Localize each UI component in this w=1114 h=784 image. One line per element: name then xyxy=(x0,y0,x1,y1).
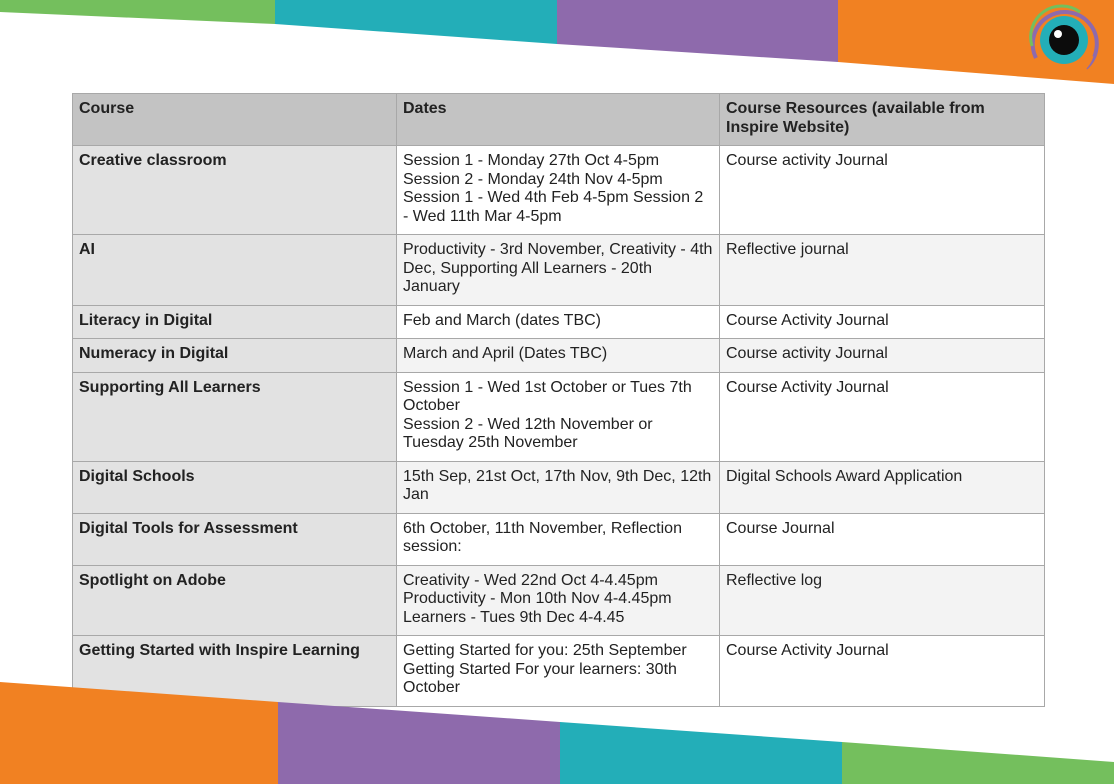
course-table xyxy=(72,93,1045,707)
date-line: Learners - Tues 9th Dec 4-4.45 xyxy=(403,608,625,626)
banner-orange-segment xyxy=(0,682,278,784)
course-name-cell: AI xyxy=(73,235,397,306)
course-name-cell: Digital Tools for Assessment xyxy=(73,513,397,565)
date-line: Productivity - Mon 10th Nov 4-4.45pm xyxy=(403,590,672,607)
resources-cell: Course Activity Journal xyxy=(720,372,1045,461)
table-row xyxy=(73,565,1045,636)
table-body xyxy=(73,146,1045,707)
dates-cell xyxy=(397,461,720,513)
date-line: Session 1 - Monday 27th Oct 4-5pm xyxy=(403,152,660,169)
banner-purple-segment xyxy=(557,0,838,62)
date-line: 15th Sep, 21st Oct, 17th Nov, 9th Dec, 12th Jan xyxy=(403,467,712,503)
resources-cell: Course activity Journal xyxy=(720,339,1045,373)
table-row xyxy=(73,235,1045,306)
dates-cell xyxy=(397,235,720,306)
date-line: Feb and March (dates TBC) xyxy=(403,311,602,329)
dates-cell xyxy=(397,513,720,565)
date-line: Session 2 - Monday 24th Nov 4-5pm xyxy=(403,170,663,188)
course-name-cell: Literacy in Digital xyxy=(73,305,397,339)
date-line: Productivity - 3rd November, Creativity - 4th Dec, Supporting All Learners - 20th January xyxy=(403,241,713,295)
table-row xyxy=(73,146,1045,235)
dates-cell xyxy=(397,305,720,339)
table-header-row xyxy=(73,94,1045,146)
resources-cell: Course Activity Journal xyxy=(720,305,1045,339)
dates-cell xyxy=(397,372,720,461)
banner-teal-segment xyxy=(275,0,557,44)
table-row xyxy=(73,461,1045,513)
date-line: Session 1 - Wed 1st October or Tues 7th October xyxy=(403,378,692,414)
course-name-cell: Supporting All Learners xyxy=(73,372,397,461)
header-resources: Course Resources (available from Inspire Website) xyxy=(720,94,1045,146)
resources-cell: Digital Schools Award Application xyxy=(720,461,1045,513)
eye-logo-icon xyxy=(1024,2,1102,80)
date-line: March and April (Dates TBC) xyxy=(403,345,608,362)
bottom-color-banner xyxy=(0,674,1114,784)
dates-cell xyxy=(397,339,720,373)
dates-cell xyxy=(397,565,720,636)
course-name-cell: Creative classroom xyxy=(73,146,397,235)
date-line: Session 1 - Wed 4th Feb 4-5pm Session 2 - Wed 11th Mar 4-5pm xyxy=(403,189,704,225)
resources-cell: Course activity Journal xyxy=(720,146,1045,235)
banner-teal-segment xyxy=(560,722,842,784)
course-name-cell: Numeracy in Digital xyxy=(73,339,397,373)
date-line: Getting Started For your learners: 30th October xyxy=(403,660,677,696)
resources-cell: Reflective log xyxy=(720,565,1045,636)
banner-green-segment xyxy=(842,742,1114,784)
dates-cell xyxy=(397,146,720,235)
table-row xyxy=(73,372,1045,461)
header-course: Course xyxy=(73,94,397,146)
course-name-cell: Getting Started with Inspire Learning xyxy=(73,636,397,707)
table-row xyxy=(73,339,1045,373)
date-line: Session 2 - Wed 12th November or Tuesday 25th November xyxy=(403,415,653,451)
resources-cell: Course Journal xyxy=(720,513,1045,565)
banner-green-segment xyxy=(0,0,275,24)
header-dates: Dates xyxy=(397,94,720,146)
resources-cell: Reflective journal xyxy=(720,235,1045,306)
date-line: Getting Started for you: 25th September xyxy=(403,642,687,659)
course-name-cell: Digital Schools xyxy=(73,461,397,513)
table-row xyxy=(73,513,1045,565)
date-line: 6th October, 11th November, Reflection session: xyxy=(403,519,682,555)
banner-purple-segment xyxy=(278,702,560,784)
date-line: Creativity - Wed 22nd Oct 4-4.45pm xyxy=(403,571,658,589)
resources-cell: Course Activity Journal xyxy=(720,636,1045,707)
table-row xyxy=(73,305,1045,339)
course-name-cell: Spotlight on Adobe xyxy=(73,565,397,636)
